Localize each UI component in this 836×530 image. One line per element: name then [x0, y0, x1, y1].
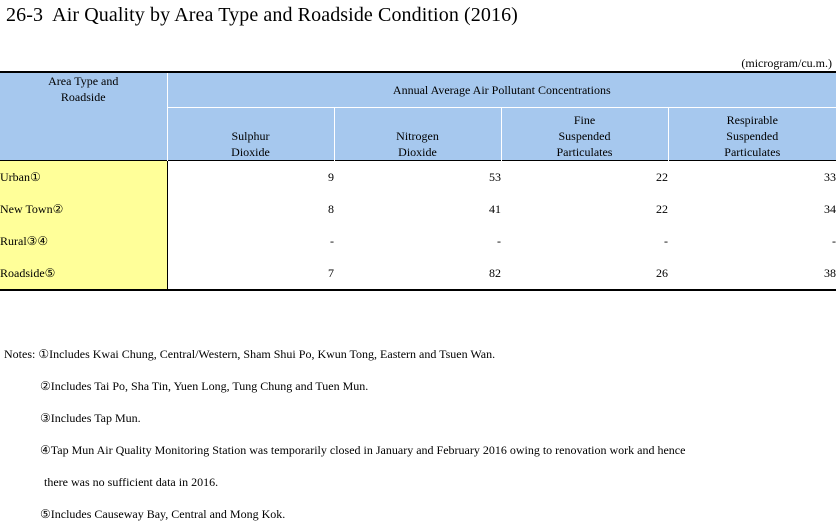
col-header-no2 — [334, 108, 501, 161]
table-row-roadside — [0, 257, 836, 290]
cell-value: 8 — [167, 193, 334, 225]
col-header-fsp — [501, 108, 668, 161]
cell-value: 9 — [167, 161, 334, 194]
col-header-text: Fine — [573, 113, 596, 127]
col-header-so2 — [167, 108, 334, 161]
page-title: 26-3 Air Quality by Area Type and Roadside Condition (2016) — [6, 4, 518, 26]
col-header-text: Nitrogen — [396, 129, 439, 143]
cell-value: 26 — [656, 265, 668, 280]
row-label: Roadside⑤ — [0, 257, 167, 290]
unit-label: (microgram/cu.m.) — [741, 56, 832, 70]
notes-section — [4, 338, 685, 530]
note-text: ①Includes Kwai Chung, Central/Western, Sham Shui Po, Kwun Tong, Eastern and Tsuen Wan. — [38, 347, 496, 361]
cell-value: 53 — [489, 169, 501, 184]
col-header-text: Suspended — [726, 129, 779, 143]
cell-value: 38 — [824, 265, 836, 280]
notes-prefix: Notes: — [4, 347, 39, 361]
col-header-text: Dioxide — [398, 145, 437, 159]
area-header-line-2: Roadside — [60, 90, 106, 104]
col-header-text: Particulates — [556, 145, 613, 159]
note-item — [4, 338, 685, 370]
cell-value: - — [664, 233, 668, 248]
cell-value: - — [167, 225, 334, 257]
table-row-urban — [0, 161, 836, 194]
row-label: Urban① — [0, 161, 167, 194]
table-row-new-town — [0, 193, 836, 225]
note-item: ④Tap Mun Air Quality Monitoring Station was temporarily closed in January and February 2016 owing to renovation work and hence — [40, 443, 686, 457]
col-header-text: Sulphur — [231, 129, 270, 143]
cell-value: 22 — [656, 169, 668, 184]
col-header-text: Suspended — [558, 129, 611, 143]
note-item: ⑤Includes Causeway Bay, Central and Mong Kok. — [40, 507, 286, 521]
note-item: ③Includes Tap Mun. — [40, 411, 141, 425]
cell-value: 33 — [824, 169, 836, 184]
cell-value: - — [832, 233, 836, 248]
col-header-text: Respirable — [726, 113, 778, 127]
area-header-line-1: Area Type and — [48, 74, 119, 88]
col-header-rsp — [668, 108, 836, 161]
col-header-text: Dioxide — [231, 145, 270, 159]
table-row-rural — [0, 225, 836, 257]
cell-value: 34 — [824, 201, 836, 216]
cell-value: - — [497, 233, 501, 248]
cell-value: 41 — [489, 201, 501, 216]
note-item: ②Includes Tai Po, Sha Tin, Yuen Long, Tung Chung and Tuen Mun. — [40, 379, 369, 393]
cell-value: 7 — [167, 257, 334, 290]
row-label: New Town② — [0, 193, 167, 225]
row-label: Rural③④ — [0, 225, 167, 257]
col-header-text: Particulates — [724, 145, 781, 159]
note-item: there was no sufficient data in 2016. — [44, 475, 219, 489]
group-header: Annual Average Air Pollutant Concentrations — [167, 72, 836, 108]
area-type-header — [0, 72, 167, 161]
air-quality-table — [0, 71, 836, 291]
cell-value: 22 — [656, 201, 668, 216]
cell-value: 82 — [489, 265, 501, 280]
